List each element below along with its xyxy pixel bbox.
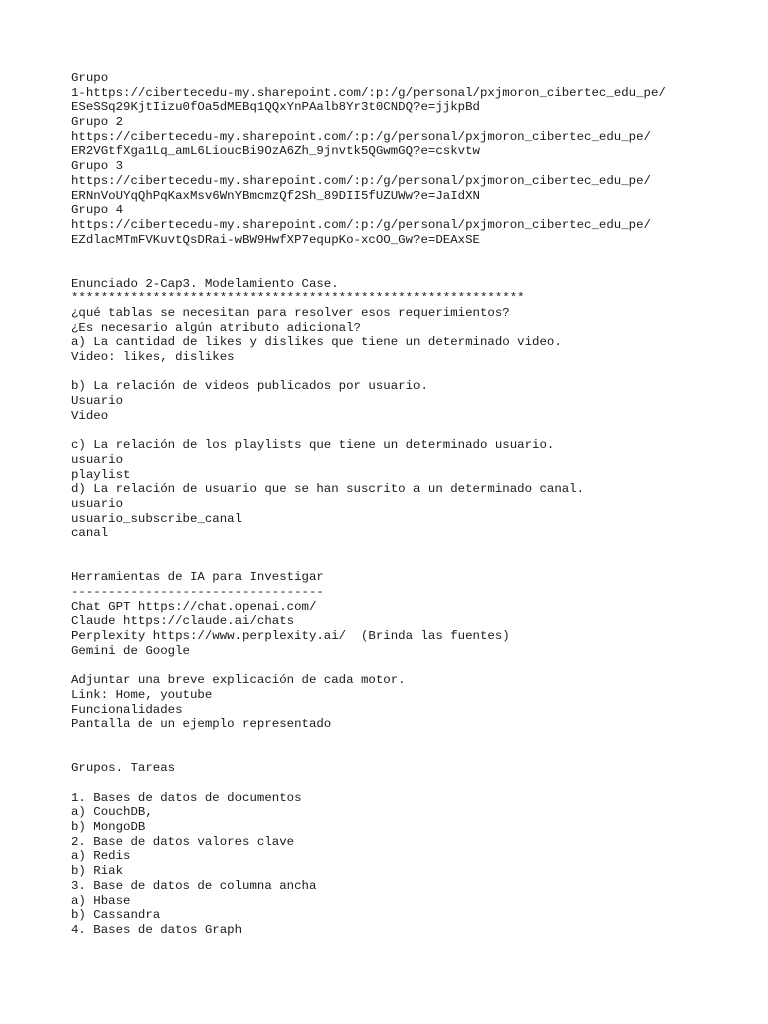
- blank-line: [71, 776, 761, 791]
- text-line: d) La relación de usuario que se han suscrito a un determinado canal.: [71, 482, 585, 497]
- text-line: Adjuntar una breve explicación de cada motor.: [71, 673, 406, 688]
- text-line: Grupo 2: [71, 115, 124, 130]
- link-line: ERNnVoUYqQhPqKaxMsv6WnYBmcmzQf2Sh_89DII5fUZUWw?e=JaIdXN: [71, 188, 480, 203]
- text-line: Grupo 3: [71, 159, 124, 174]
- list-item: b) Cassandra: [71, 908, 161, 923]
- text-line: Gemini de Google: [71, 643, 190, 658]
- section-heading: Enunciado 2-Cap3. Modelamiento Case.: [71, 276, 339, 291]
- blank-line: [71, 659, 761, 674]
- blank-line: [71, 732, 761, 747]
- text-line: usuario: [71, 496, 124, 511]
- link-line: https://cibertecedu-my.sharepoint.com/:p:/g/personal/pxjmoron_cibertec_edu_pe/: [71, 217, 651, 232]
- text-line: Perplexity https://www.perplexity.ai/ (Brinda las fuentes): [71, 629, 510, 644]
- list-item: 3. Base de datos de columna ancha: [71, 878, 317, 893]
- text-line: usuario: [71, 452, 124, 467]
- blank-line: [71, 747, 761, 762]
- separator: *************************************************************: [71, 291, 525, 306]
- text-line: Pantalla de un ejemplo representado: [71, 717, 332, 732]
- text-line: Video: likes, dislikes: [71, 350, 235, 365]
- link-line: 1-https://cibertecedu-my.sharepoint.com/:p:/g/personal/pxjmoron_cibertec_edu_pe/: [71, 85, 666, 100]
- list-item: 4. Bases de datos Graph: [71, 922, 243, 937]
- text-line: usuario_subscribe_canal: [71, 511, 243, 526]
- text-line: Grupo: [71, 71, 109, 85]
- section-heading: Herramientas de IA para Investigar: [71, 570, 324, 585]
- text-line: Chat GPT https://chat.openai.com/: [71, 599, 317, 614]
- document-page: [71, 71, 761, 938]
- list-item: a) Hbase: [71, 893, 131, 908]
- list-item: b) Riak: [71, 864, 124, 879]
- link-line: ER2VGtfXga1Lq_amL6LioucBi9OzA6Zh_9jnvtk5QGwmGQ?e=cskvtw: [71, 144, 480, 159]
- list-item: a) Redis: [71, 849, 131, 864]
- text-line: Grupo 4: [71, 203, 124, 218]
- blank-line: [71, 365, 761, 380]
- text-line: ¿Es necesario algún atributo adicional?: [71, 320, 361, 335]
- text-line: ¿qué tablas se necesitan para resolver esos requerimientos?: [71, 306, 510, 320]
- text-line: Funcionalidades: [71, 702, 183, 717]
- text-line: c) La relación de los playlists que tiene un determinado usuario.: [71, 438, 555, 453]
- list-item: b) MongoDB: [71, 820, 146, 835]
- text-line: b) La relación de videos publicados por usuario.: [71, 379, 428, 394]
- text-line: Usuario: [71, 394, 124, 409]
- list-item: a) CouchDB,: [71, 805, 153, 820]
- section-heading: Grupos. Tareas: [71, 761, 176, 776]
- text-line: playlist: [71, 467, 131, 482]
- text-line: Video: [71, 408, 109, 423]
- list-item: 1. Bases de datos de documentos: [71, 790, 302, 805]
- text-line: Claude https://claude.ai/chats: [71, 614, 295, 629]
- text-line: a) La cantidad de likes y dislikes que tiene un determinado video.: [71, 335, 562, 350]
- blank-line: [71, 541, 761, 556]
- blank-line: [71, 556, 761, 571]
- link-line: EZdlacMTmFVKuvtQsDRai-wBW9HwfXP7equpKo-xcOO_Gw?e=DEAxSE: [71, 232, 480, 247]
- text-line: canal: [71, 526, 109, 541]
- blank-line: [71, 262, 761, 277]
- separator: ----------------------------------: [71, 585, 324, 600]
- link-line: https://cibertecedu-my.sharepoint.com/:p:/g/personal/pxjmoron_cibertec_edu_pe/: [71, 129, 651, 144]
- blank-line: [71, 247, 761, 262]
- text-line: Link: Home, youtube: [71, 687, 213, 702]
- blank-line: [71, 424, 761, 439]
- link-line: https://cibertecedu-my.sharepoint.com/:p:/g/personal/pxjmoron_cibertec_edu_pe/: [71, 173, 651, 188]
- link-line: ESeSSq29KjtIizu0fOa5dMEBq1QQxYnPAalb8Yr3t0CNDQ?e=jjkpBd: [71, 100, 480, 115]
- list-item: 2. Base de datos valores clave: [71, 834, 295, 849]
